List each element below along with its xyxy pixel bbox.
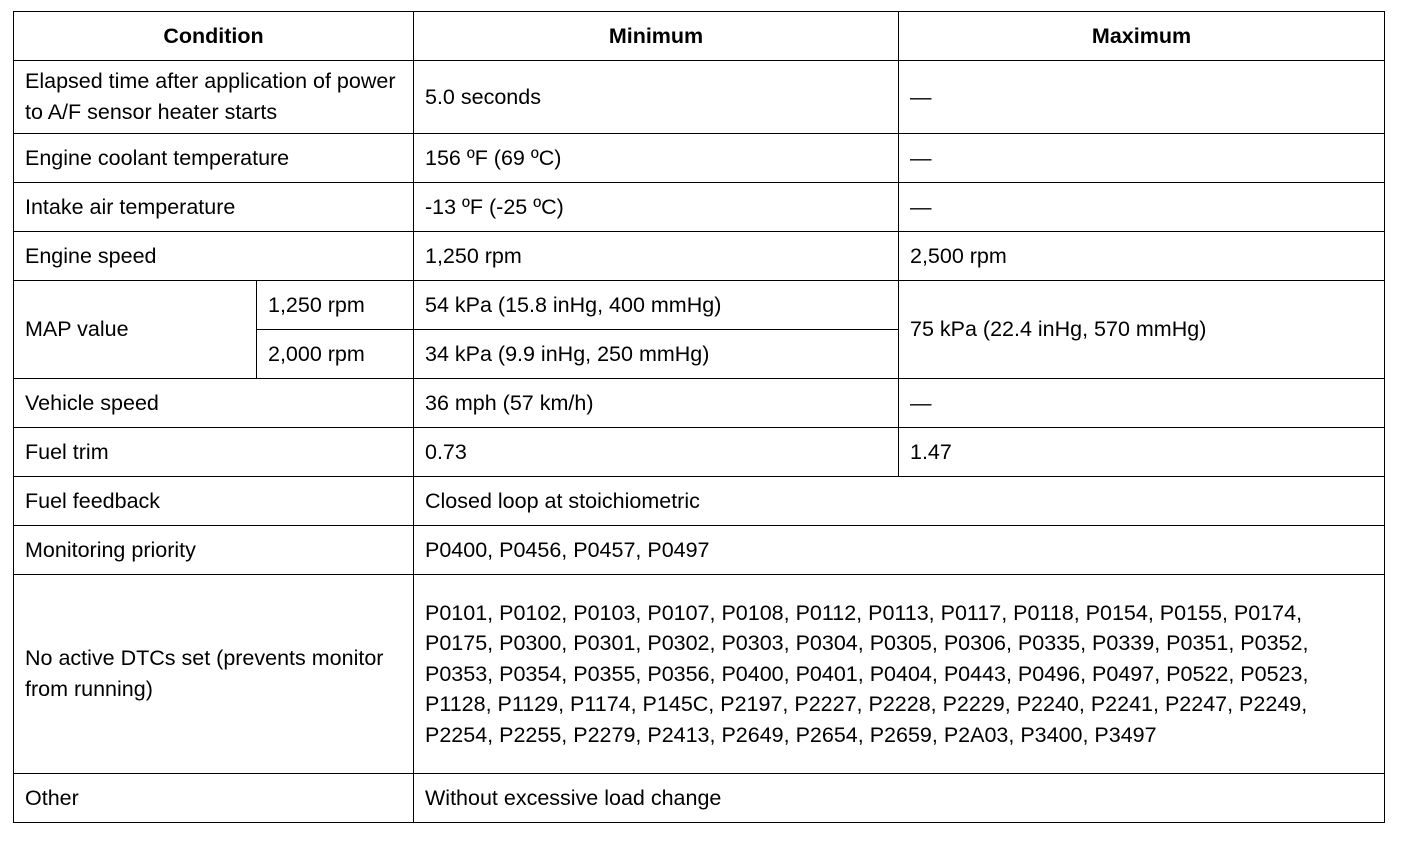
cell-maximum: — [899,61,1385,134]
cell-maximum: 75 kPa (22.4 inHg, 570 mmHg) [899,281,1385,379]
cell-condition: Monitoring priority [14,526,414,575]
cell-condition: Engine coolant temperature [14,134,414,183]
cell-maximum: — [899,183,1385,232]
cell-condition: Fuel trim [14,428,414,477]
cell-condition: Vehicle speed [14,379,414,428]
cell-condition: Other [14,774,414,823]
table-row-monitoring-priority [14,526,1385,575]
table-row-fuel-feedback [14,477,1385,526]
cell-minimum: 5.0 seconds [414,61,899,134]
header-row [14,12,1385,61]
header-maximum: Maximum [899,12,1385,61]
cell-sub-condition: 1,250 rpm [257,281,414,330]
cell-minimum: 54 kPa (15.8 inHg, 400 mmHg) [414,281,899,330]
cell-maximum: 2,500 rpm [899,232,1385,281]
cell-condition: MAP value [14,281,257,379]
table-row-intake-air [14,183,1385,232]
header-minimum: Minimum [414,12,899,61]
table-row-af-heater [14,61,1385,134]
header-condition: Condition [14,12,414,61]
cell-maximum: — [899,134,1385,183]
table-row-engine-speed [14,232,1385,281]
cell-condition: Fuel feedback [14,477,414,526]
cell-value: Without excessive load change [414,774,1385,823]
cell-minimum: 1,250 rpm [414,232,899,281]
table-row-vehicle-speed [14,379,1385,428]
cell-maximum: — [899,379,1385,428]
cell-condition: Elapsed time after application of power to A/F sensor heater starts [14,61,414,134]
cell-dtc-list: P0101, P0102, P0103, P0107, P0108, P0112, P0113, P0117, P0118, P0154, P0155, P0174, P0175, P0300, P0301, P0302, P0303, P0304, P0305, P0306, P0335, P0339, P0351, P0352, P0353, P0354, P0355, P0356, P0400, P0401, P0404, P0443, P0496, P0497, P0522, P0523, P1128, P1129, P1174, P145C, P2197, P2227, P2228, P2229, P2240, P2241, P2247, P2249, P2254, P2255, P2279, P2413, P2649, P2654, P2659, P2A03, P3400, P3497 [414,575,1385,774]
cell-sub-condition: 2,000 rpm [257,330,414,379]
cell-minimum: 36 mph (57 km/h) [414,379,899,428]
table-row-no-active-dtcs [14,575,1385,774]
table-row-coolant [14,134,1385,183]
cell-value: P0400, P0456, P0457, P0497 [414,526,1385,575]
table-row-map-value-1 [14,281,1385,330]
cell-minimum: 34 kPa (9.9 inHg, 250 mmHg) [414,330,899,379]
cell-value: Closed loop at stoichiometric [414,477,1385,526]
table-row-other [14,774,1385,823]
cell-minimum: -13 ºF (-25 ºC) [414,183,899,232]
cell-condition: No active DTCs set (prevents monitor from running) [14,575,414,774]
conditions-table [13,11,1385,823]
table-row-fuel-trim [14,428,1385,477]
cell-condition: Engine speed [14,232,414,281]
cell-minimum: 156 ºF (69 ºC) [414,134,899,183]
cell-maximum: 1.47 [899,428,1385,477]
cell-minimum: 0.73 [414,428,899,477]
cell-condition: Intake air temperature [14,183,414,232]
